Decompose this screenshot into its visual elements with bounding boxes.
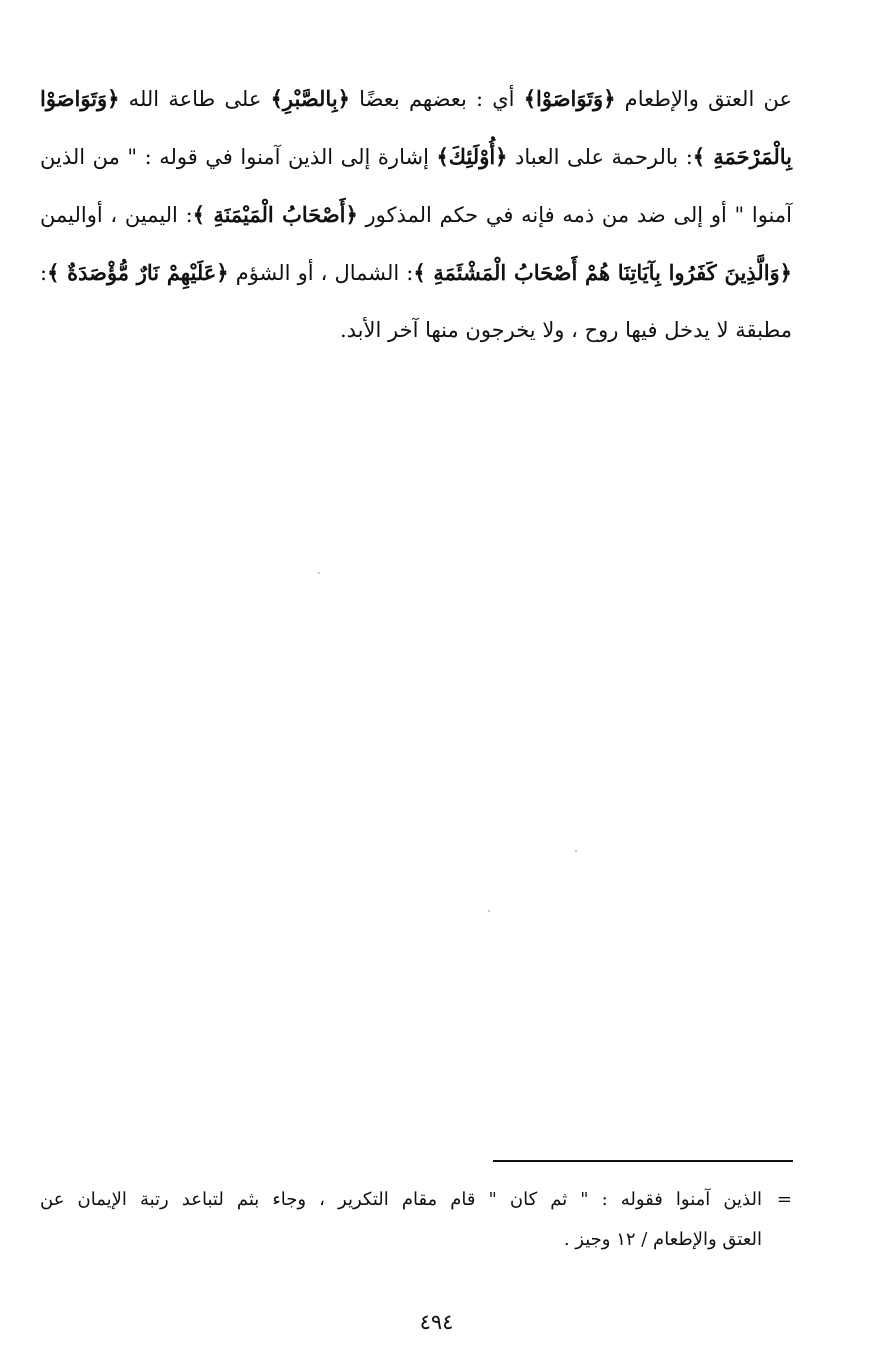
footnote-divider bbox=[493, 1160, 793, 1162]
quran-verse: ﴿وَتَوَاصَوْا﴾ bbox=[523, 86, 616, 111]
text-segment: : مطبقة لا يدخل فيها روح ، ولا يخرجون منها آخر الأبد. bbox=[40, 261, 792, 342]
quran-verse: ﴿وَالَّذِينَ كَفَرُوا بِآيَاتِنَا هُمْ أَصْحَابُ الْمَشْئَمَةِ ﴾ bbox=[413, 260, 792, 285]
text-segment: إشارة إلى الذين آمنوا في قوله : " من الذين آمنوا " أو إلى ضد من ذمه فإنه في حكم المذكور bbox=[40, 145, 792, 227]
quran-verse: ﴿بِالصَّبْرِ﴾ bbox=[270, 86, 350, 111]
footnote bbox=[40, 1180, 792, 1260]
scan-speck bbox=[318, 572, 320, 574]
quran-verse: ﴿عَلَيْهِمْ نَارٌ مُّؤْصَدَةٌ ﴾ bbox=[47, 260, 229, 285]
quran-verse: ﴿أَصْحَابُ الْمَيْمَنَةِ ﴾ bbox=[192, 202, 358, 227]
text-segment: أي : بعضهم بعضًا bbox=[349, 87, 524, 111]
scan-speck bbox=[488, 910, 490, 912]
footnote-line-2: العتق والإطعام / ١٢ وجيز . bbox=[563, 1229, 762, 1250]
footnote-text-1: الذين آمنوا فقوله : " ثم كان " قام مقام التكرير ، وجاء بثم لتباعد رتبة الإيمان عن bbox=[40, 1189, 762, 1210]
text-segment: : بالرحمة على العباد bbox=[507, 145, 693, 169]
text-segment: : الشمال ، أو الشؤم bbox=[228, 261, 414, 285]
text-segment: عن العتق والإطعام bbox=[615, 87, 792, 111]
page-number: ٤٩٤ bbox=[419, 1310, 454, 1334]
quran-verse: ﴿أُوْلَئِكَ﴾ bbox=[436, 144, 508, 169]
quran-verse: ﴿وَتَوَاصَوْا بِالْمَرْحَمَةِ ﴾ bbox=[40, 86, 792, 169]
footnote-line-1 bbox=[40, 1180, 792, 1220]
text-segment: : اليمين ، أواليمن bbox=[40, 203, 193, 227]
text-segment: على طاعة الله bbox=[119, 87, 271, 111]
main-text bbox=[40, 70, 792, 359]
scan-speck bbox=[575, 850, 577, 852]
footnote-marker: = bbox=[776, 1189, 792, 1210]
